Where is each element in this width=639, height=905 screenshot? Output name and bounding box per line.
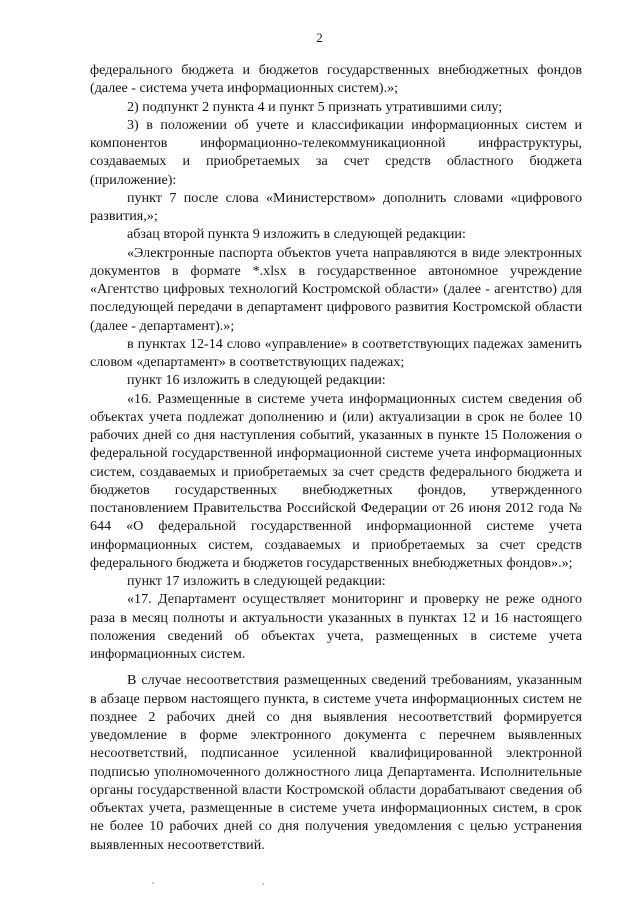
paragraph-3: 3) в положении об учете и классификации информационных систем и компонентов информационно-телекоммуникационной инфраструктуры, создаваемых и приобретаемых за счет средств областного бюджета (приложение): — [90, 116, 582, 188]
paragraph-6: «Электронные паспорта объектов учета направляются в виде электронных документов в формате *.xlsx в государственное автономное учреждение «Агентство цифровых технологий Костромской области» (далее - агентство) для последующей передачи в департамент цифрового развития Костромской области (далее - департамент).»; — [90, 244, 582, 334]
page-number: 2 — [316, 30, 323, 45]
paragraph-8: пункт 16 изложить в следующей редакции: — [127, 372, 386, 389]
paragraph-11: «17. Департамент осуществляет мониторинг и проверку не реже одного раза в месяц полноты и актуальности указанных в пунктах 12 и 16 настоящего положения сведений об объектах учета, размещенных в системе учета информационных систем. — [90, 591, 582, 662]
paragraph-9: «16. Размещенные в системе учета информационных систем сведения об объектах учета подлежат дополнению и (или) актуализации в срок не более 10 рабочих дней со дня наступления событий, указанных в пункте 15 Положения о федеральной государственной информационной системе учета информационных систем, создаваемых и приобретаемых за счет средств федерального бюджета и бюджетов государственных внебюджетных фондов, утвержденного постановлением Правительства Российской Федерации от 26 июня 2012 года № 644 «О федеральной государственной информационной системе учета информационных систем, создаваемых и приобретаемых за счет средств федерального бюджета и бюджетов государственных внебюджетных фондов».»; — [90, 390, 582, 571]
paragraph-12: В случае несоответствия размещенных сведений требованиям, указанным в абзаце первом настоящего пункта, в системе учета информационных систем не позднее 2 рабочих дней со дня выявления несоответствий формируется уведомление в форме электронного документа с перечнем выявленных несоответствий, подписанное усиленной квалифицированной электронной подписью уполномоченного должностного лица Департамента. Исполнительные органы государственной власти Костромской области дорабатывают сведения об объектах учета, размещенные в системе учета информационных систем, в срок не более 10 рабочих дней со дня получения уведомления с целью устранения выявленных несоответствий. — [90, 672, 582, 853]
paragraph-7: в пунктах 12-14 слово «управление» в соответствующих падежах заменить словом «департамент» в соответствующих падежах; — [90, 335, 582, 370]
scan-speck — [152, 882, 154, 884]
paragraph-5: абзац второй пункта 9 изложить в следующей редакции: — [127, 226, 466, 243]
paragraph-1: федерального бюджета и бюджетов государственных внебюджетных фондов (далее - система учета информационных систем).»; — [90, 62, 582, 97]
document-body — [90, 61, 582, 854]
paragraph-10: пункт 17 изложить в следующей редакции: — [127, 573, 386, 589]
paragraph-4: пункт 7 после слова «Министерством» дополнить словами «цифрового развития,»; — [90, 189, 582, 224]
paragraph-2: 2) подпункт 2 пункта 4 и пункт 5 признать утратившими силу; — [127, 98, 503, 115]
scan-speck — [262, 883, 264, 885]
